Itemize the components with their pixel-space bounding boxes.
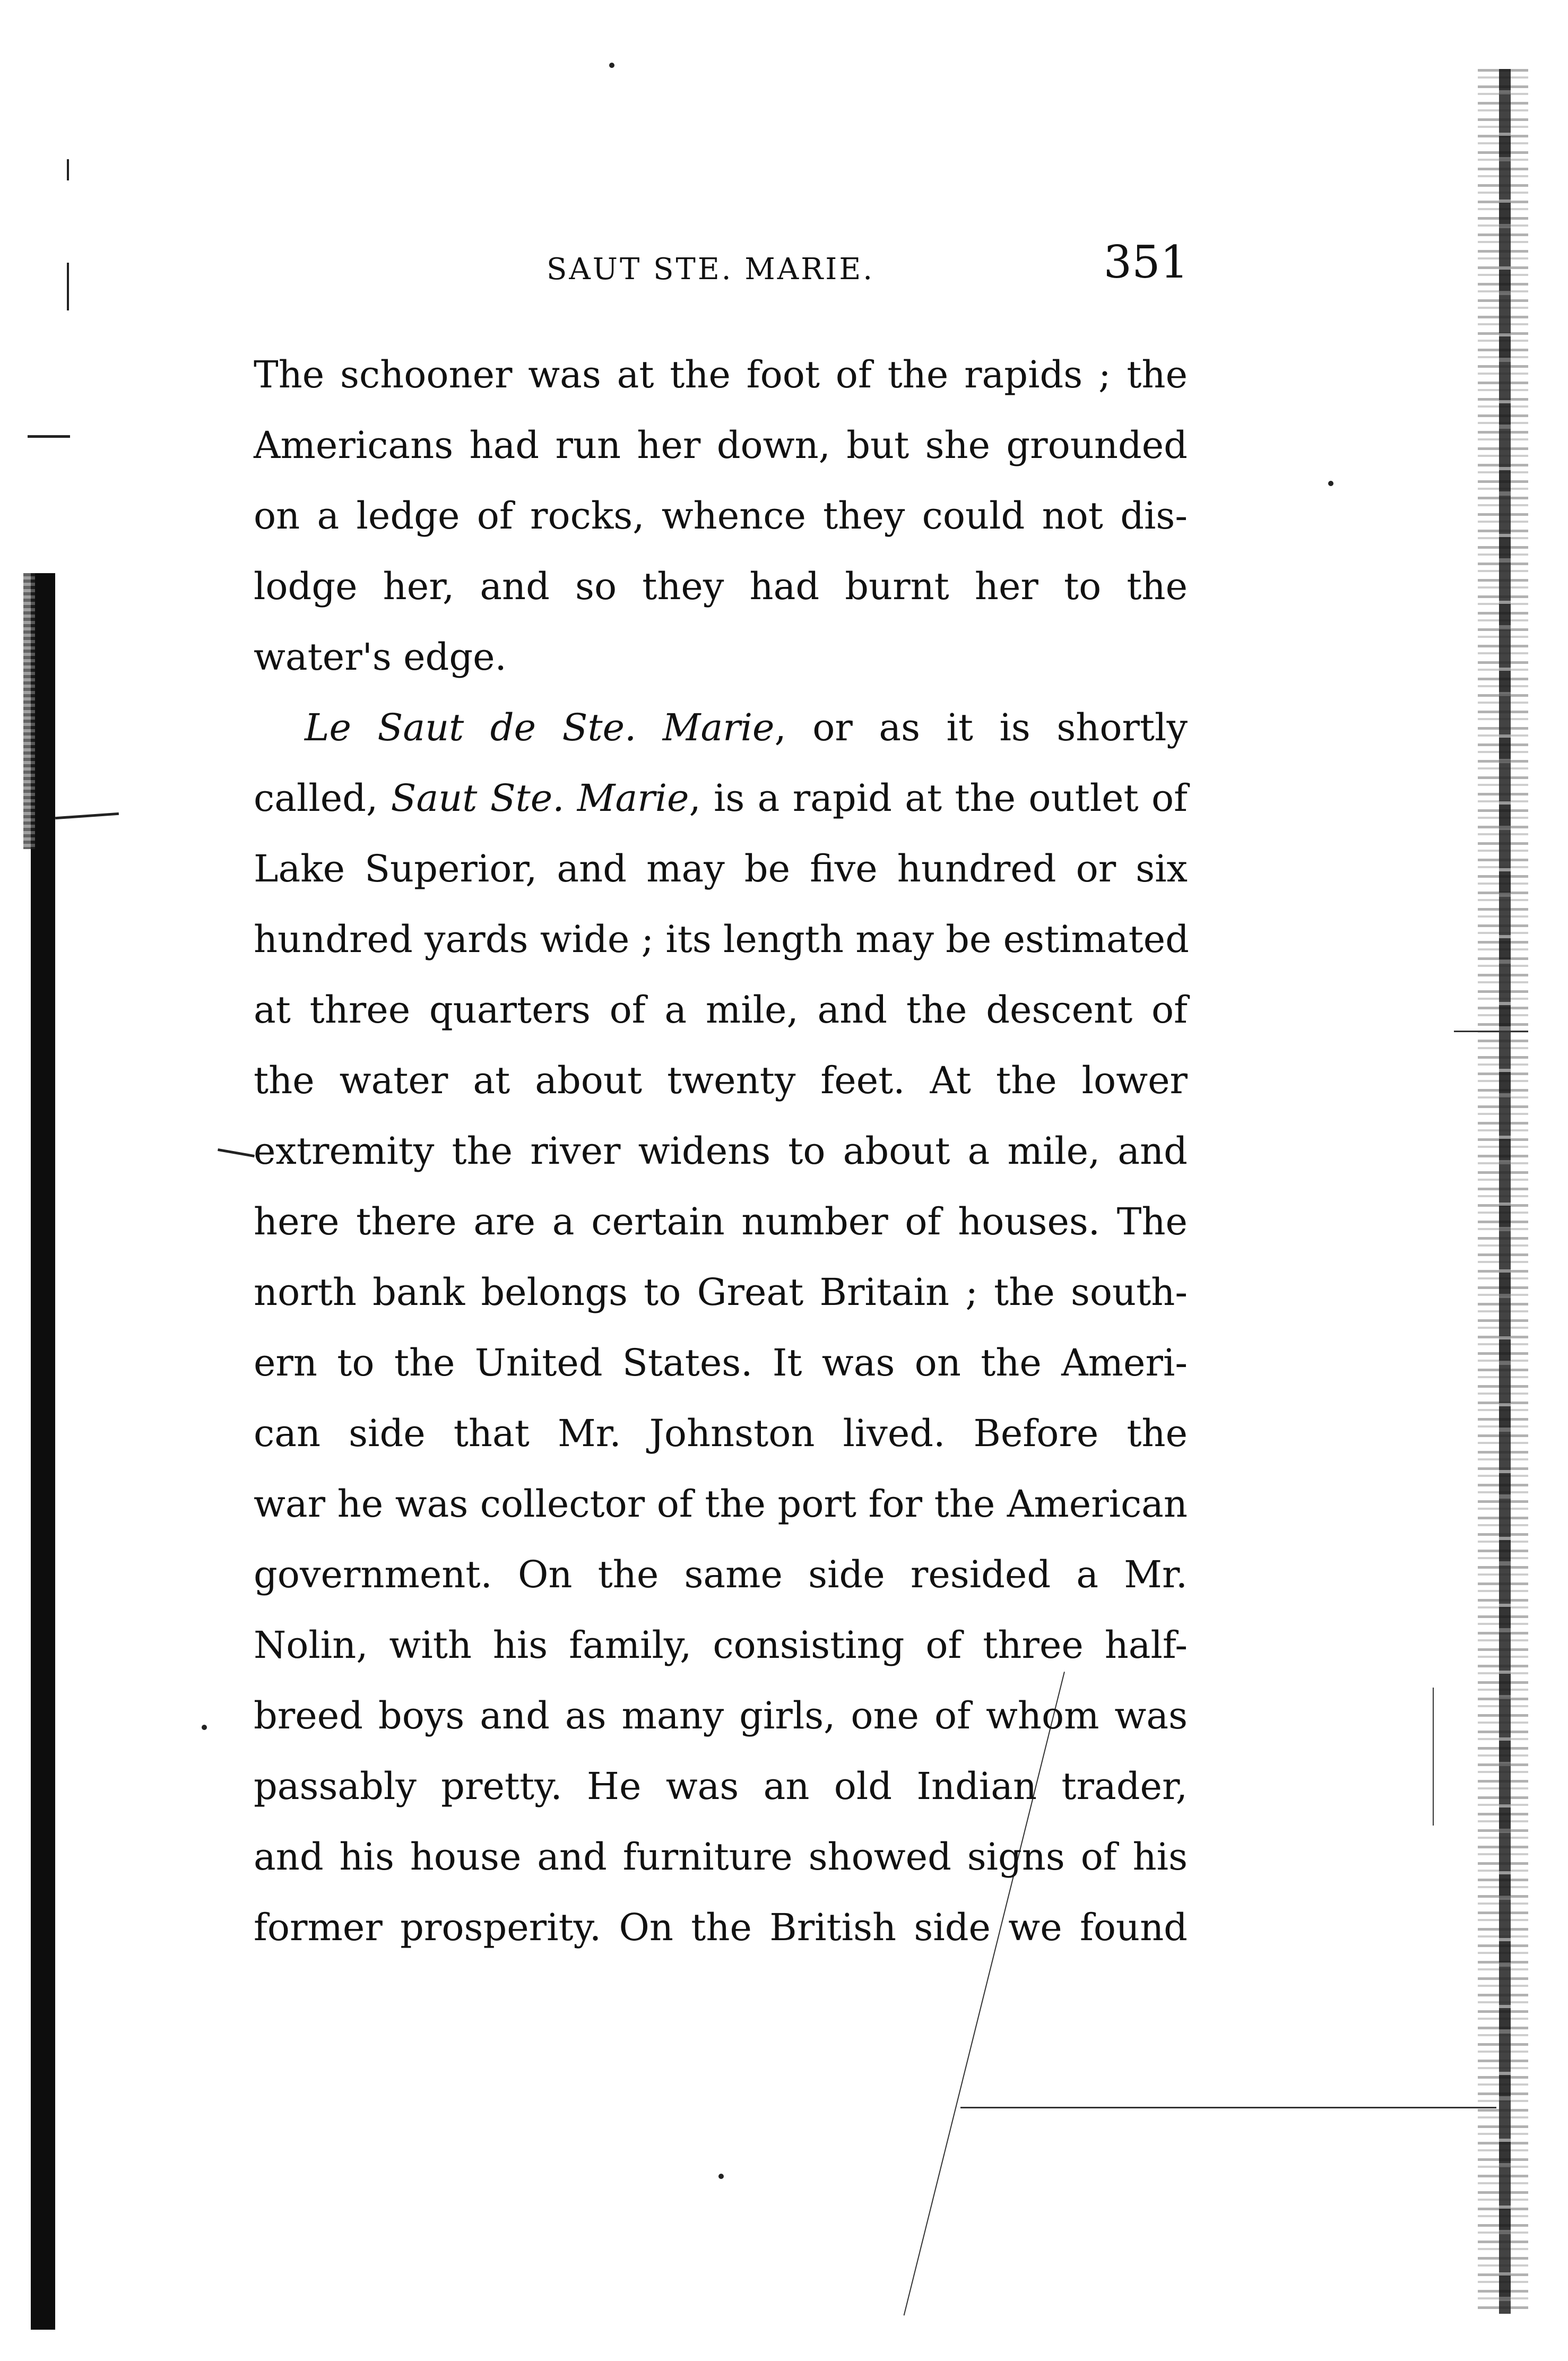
italic-phrase: Le Saut de Ste. Marie <box>305 706 775 749</box>
ink-speck <box>202 1725 207 1730</box>
ink-speck <box>1328 481 1333 486</box>
text-line: hundred yards wide ; its length may be estimated <box>254 918 1189 961</box>
text-line: at three quarters of a mile, and the descent of <box>254 988 1188 1032</box>
text-span: , is a rapid at the outlet of <box>689 776 1188 820</box>
margin-mark <box>28 435 70 438</box>
running-head <box>249 236 1189 295</box>
text-span: called, <box>254 776 391 820</box>
text-line <box>254 763 1188 834</box>
text-span: , or as it is shortly <box>774 706 1188 749</box>
margin-mark <box>55 812 119 819</box>
text-line: north bank belongs to Great Britain ; the south- <box>254 1270 1188 1314</box>
italic-phrase: Saut Ste. Marie <box>391 776 689 820</box>
text-line: war he was collector of the port for the American <box>254 1482 1188 1526</box>
text-line: lodge her, and so they had burnt her to the <box>254 565 1188 608</box>
text-line: ern to the United States. It was on the Ameri- <box>254 1341 1188 1385</box>
ink-speck <box>609 63 614 68</box>
scan-line <box>960 2107 1496 2108</box>
margin-mark <box>218 1148 255 1157</box>
ink-speck <box>718 2174 724 2179</box>
page-number: 351 <box>1103 236 1189 288</box>
text-line: here there are a certain number of houses. The <box>254 1200 1188 1243</box>
margin-mark <box>67 159 69 180</box>
margin-mark <box>67 263 69 310</box>
text-line: on a ledge of rocks, whence they could not dis- <box>254 494 1188 538</box>
scan-line <box>1433 1688 1434 1826</box>
text-line: passably pretty. He was an old Indian trader, <box>254 1765 1188 1808</box>
text-line: the water at about twenty feet. At the lower <box>254 1059 1188 1102</box>
text-line: extremity the river widens to about a mile, and <box>254 1129 1188 1173</box>
binding-shadow-edge <box>23 573 35 849</box>
text-line: Lake Superior, and may be five hundred or six <box>254 847 1188 890</box>
text-line: The schooner was at the foot of the rapids ; the <box>254 353 1188 396</box>
text-line <box>254 693 1188 763</box>
text-line: can side that Mr. Johnston lived. Before the <box>254 1412 1188 1455</box>
text-line: and his house and furniture showed signs of his <box>254 1835 1188 1879</box>
adjacent-page-edge-dark <box>1499 69 1511 2314</box>
running-head-title: SAUT STE. MARIE. <box>547 252 875 287</box>
text-line: water's edge. <box>254 635 507 679</box>
body-text <box>254 340 1188 1963</box>
text-line: Nolin, with his family, consisting of three half- <box>254 1623 1188 1667</box>
text-line: Americans had run her down, but she grounded <box>254 423 1188 467</box>
text-line: former prosperity. On the British side we found <box>254 1906 1188 1949</box>
scan-line <box>1454 1031 1528 1032</box>
text-line: breed boys and as many girls, one of whom was <box>254 1694 1188 1737</box>
text-line: government. On the same side resided a Mr. <box>254 1553 1188 1596</box>
